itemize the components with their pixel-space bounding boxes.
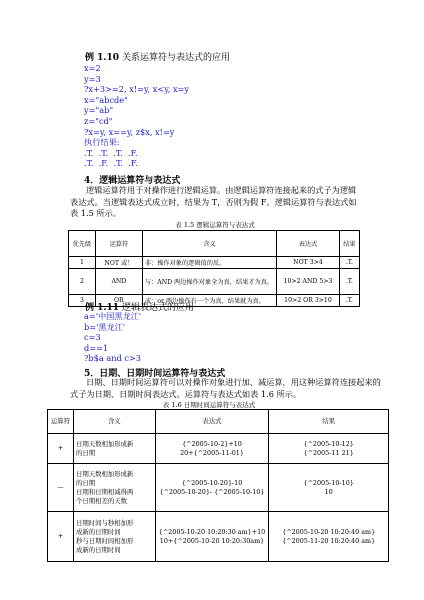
table-1-5-caption: 表 1.5 逻辑运算符与表达式 (175, 221, 255, 229)
cell-line: 日期和日期相减得两 (75, 487, 134, 496)
table-cell (155, 464, 269, 512)
cell-line: 成新的日期时间 (75, 527, 121, 536)
example-1-10-title (85, 50, 230, 63)
code-line: z="cd" (84, 115, 113, 126)
table-cell (73, 512, 155, 562)
table-cell (155, 434, 269, 464)
table-row (48, 464, 389, 512)
code-line: x=2 (84, 63, 101, 73)
code-line: ?b$a and c>3 (84, 353, 141, 364)
table-cell (269, 512, 389, 562)
table-row (48, 512, 389, 562)
table-cell: + (48, 434, 74, 464)
code-line: y=3 (84, 73, 101, 84)
header-cell: 结果 (339, 231, 359, 257)
header-cell: 运算符 (95, 231, 142, 257)
table-cell (269, 434, 389, 464)
code-line: 执行结果: (84, 137, 120, 148)
cell-line: 秒与日期时间相加形 (75, 536, 134, 545)
header-cell: 含义 (142, 231, 276, 257)
cell-line: 10+{^2005-10-20 10:20:30am} (159, 536, 265, 545)
cell-line: {^2005-10-20}- {^2005-10-10} (159, 487, 265, 496)
section-5-heading: 5．日期、日期时间运算符与表达式 (84, 369, 226, 379)
table-header-row (48, 410, 389, 434)
table-cell: 2 (69, 269, 96, 295)
header-cell: 表达式 (155, 410, 269, 434)
cell-line: {^2005-10-20 10:20:40 am} (282, 527, 376, 536)
table-cell (73, 464, 155, 512)
table-1-6 (47, 409, 389, 562)
cell-line: 的日期 (75, 448, 96, 457)
table-header-row (69, 231, 360, 257)
code-line: d==1 (84, 342, 109, 353)
table-cell: 10>2 OR 3>10 (277, 295, 340, 307)
section-4-heading: 4．逻辑运算符与表达式 (84, 176, 181, 186)
table-cell: OR (95, 295, 142, 307)
cell-line: 日期天数相加形成新 (75, 439, 134, 448)
table-cell: + (48, 512, 74, 562)
code-block-1-11 (84, 311, 141, 364)
table-row (48, 434, 389, 464)
table-cell (155, 512, 269, 562)
table-cell: 1 (69, 257, 96, 269)
cell-line: 10 (324, 487, 333, 496)
header-cell: 含义 (73, 410, 155, 434)
table-cell: .T. (339, 295, 359, 307)
table-cell: .T. (339, 269, 359, 295)
code-line: .T. .F. .T. .F. (84, 158, 138, 169)
table-cell: 10>2 AND 5>3 (277, 269, 340, 295)
example-title: 关系运算符与表达式的应用 (121, 53, 230, 63)
cell-line: {^2005-11 21} (303, 448, 354, 457)
cell-line: {^2005-10-20 10:20:30 am}+10 (158, 527, 266, 536)
cell-line: 的日期 (75, 478, 96, 487)
section-5-paragraph: 日期、日期时间运算符可以对操作对象进行加、减运算，用这种运算符连接起来的式子为日期、日期时间表达式。运算符与表达式如表 1.6 所示。 (70, 377, 381, 399)
example-number: 例 1.11 (85, 303, 120, 313)
table-cell: 或：or 两边操作有一个为真，结果就为真。 (142, 295, 276, 307)
example-title: 逻辑表达式的应用 (121, 303, 194, 313)
cell-line: {^2005-10-10} (303, 478, 354, 487)
table-cell: NOT 或！ (95, 257, 142, 269)
code-line: b='黑龙江' (84, 321, 126, 332)
cell-line: {^2005-10-12} (303, 439, 354, 448)
header-cell: 优先级 (69, 231, 96, 257)
table-cell: 与：AND 两边操作对象全为真，结果才为真。 (142, 269, 276, 295)
table-cell (269, 464, 389, 512)
table-cell: .T. (339, 257, 359, 269)
cell-line: 20+{^2005-11-01} (180, 448, 244, 457)
code-line: x="abcde" (84, 94, 128, 105)
cell-line: 个日期相差的天数 (75, 496, 128, 505)
table-row (69, 257, 360, 269)
header-cell: 运算符 (48, 410, 74, 434)
table-1-5 (68, 230, 360, 307)
code-block-1-10 (84, 63, 189, 169)
table-cell (73, 434, 155, 464)
code-line: c=3 (84, 332, 101, 343)
header-cell: 结果 (269, 410, 389, 434)
table-cell: 3 (69, 295, 96, 307)
table-row (69, 269, 360, 295)
table-cell: 非：操作对象的逻辑值的反。 (142, 257, 276, 269)
cell-line: {^2005-11-20 10:20:40 am} (282, 536, 376, 545)
table-cell: NOT 3>4 (277, 257, 340, 269)
cell-line: 日期时间与秒相加形 (75, 518, 134, 527)
cell-line: {^2005-10-2}+10 (182, 439, 242, 448)
table-cell: AND (95, 269, 142, 295)
cell-line: 成新的日期时间 (75, 545, 121, 554)
cell-line: {^2005-10-20}-10 (181, 478, 243, 487)
cell-line: 日期天数相加形成新 (75, 469, 134, 478)
code-line: ?x=y, x==y, z$x, x!=y (84, 126, 175, 137)
table-cell: — (48, 464, 74, 512)
table-1-6-caption: 表 1.6 日期时间运算符与表达式 (162, 401, 256, 409)
section-4-paragraph: 逻辑运算符用于对操作进行逻辑运算。由逻辑运算符连接起来的式子为逻辑表达式。当逻辑表达式成立时，结果为 T，否则为假 F。逻辑运算符与表达式如表 1.5 所示。 (70, 185, 357, 219)
code-line: ?x+3>=2, x!=y, x<y, x=y (84, 84, 190, 95)
example-number: 例 1.10 (85, 53, 120, 63)
code-line: y="ab" (84, 105, 114, 116)
code-line: a='中国黑龙江' (84, 311, 142, 321)
header-cell: 表达式 (277, 231, 340, 257)
code-line: .T. .T. .T. .F. (84, 147, 138, 158)
